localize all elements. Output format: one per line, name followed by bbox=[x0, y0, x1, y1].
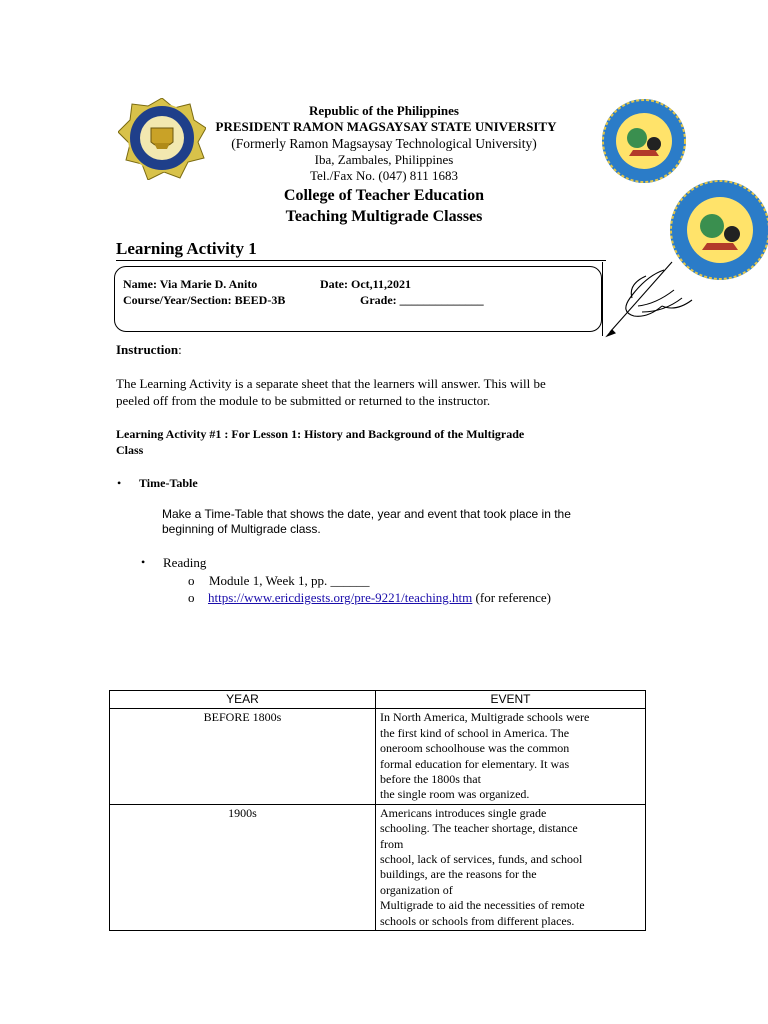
event-line: oneroom schoolhouse was the common bbox=[380, 741, 570, 756]
timetable-desc-line1: Make a Time-Table that shows the date, year and event that took place in the bbox=[162, 507, 571, 521]
college-title: College of Teacher Education bbox=[283, 187, 485, 204]
reference-line bbox=[208, 589, 551, 606]
module-reference: Module 1, Week 1, pp. ______ bbox=[209, 573, 370, 588]
university-name: PRESIDENT RAMON MAGSAYSAY STATE UNIVERSITY bbox=[215, 119, 557, 134]
instruction-body-line1: The Learning Activity is a separate sheet that the learners will answer. This will be bbox=[116, 376, 546, 391]
event-cell bbox=[376, 804, 646, 930]
timetable-bullet: Time-Table bbox=[139, 476, 198, 490]
event-line: schools or schools from different places. bbox=[380, 913, 575, 928]
year-cell: BEFORE 1800s bbox=[110, 709, 376, 804]
event-line: buildings, are the reasons for the bbox=[380, 867, 537, 882]
year-cell: 1900s bbox=[110, 804, 376, 930]
sub-bullet-icon: o bbox=[188, 590, 195, 605]
reference-link[interactable]: https://www.ericdigests.org/pre-9221/teaching.htm bbox=[208, 590, 473, 605]
course-section: Course/Year/Section: BEED-3B bbox=[123, 293, 286, 307]
hand-writing-illustration bbox=[602, 240, 702, 340]
event-line: school, lack of services, funds, and school bbox=[380, 852, 583, 867]
reading-bullet: Reading bbox=[163, 555, 207, 570]
event-line: before the 1800s that bbox=[380, 772, 481, 787]
bullet-icon: • bbox=[117, 476, 122, 490]
address-line: Iba, Zambales, Philippines bbox=[314, 152, 454, 167]
instruction-heading: Instruction: bbox=[116, 342, 182, 357]
timetable bbox=[109, 690, 646, 931]
title-divider bbox=[116, 260, 606, 261]
column-header-year: YEAR bbox=[110, 691, 376, 709]
student-name: Name: Via Marie D. Anito bbox=[123, 277, 258, 291]
table-row bbox=[110, 709, 646, 804]
activity-heading-line2: Class bbox=[116, 443, 144, 457]
table-row bbox=[110, 804, 646, 930]
event-line: Multigrade to aid the necessities of remote bbox=[380, 898, 585, 913]
sub-bullet-icon: o bbox=[188, 573, 195, 588]
grade-field: Grade: ______________ bbox=[360, 293, 484, 307]
bullet-icon: • bbox=[141, 555, 146, 569]
activity-heading-line1: Learning Activity #1 : For Lesson 1: History and Background of the Multigrade bbox=[116, 427, 525, 441]
right-divider bbox=[602, 262, 603, 336]
event-line: Americans introduces single grade bbox=[380, 805, 547, 820]
instruction-body-line2: peeled off from the module to be submitted or returned to the instructor. bbox=[116, 393, 491, 408]
activity-date: Date: Oct,11,2021 bbox=[320, 277, 411, 291]
former-name: (Formerly Ramon Magsaysay Technological University) bbox=[231, 136, 537, 151]
event-line: In North America, Multigrade schools were bbox=[380, 710, 590, 725]
timetable-desc-line2: beginning of Multigrade class. bbox=[162, 522, 321, 536]
republic-line: Republic of the Philippines bbox=[309, 103, 459, 118]
event-line: schooling. The teacher shortage, distance bbox=[380, 821, 578, 836]
reference-note: (for reference) bbox=[475, 590, 551, 605]
course-title: Teaching Multigrade Classes bbox=[285, 208, 483, 225]
event-line: from bbox=[380, 836, 404, 851]
table-header-row bbox=[110, 691, 646, 709]
event-line: formal education for elementary. It was bbox=[380, 756, 570, 771]
telephone-line: Tel./Fax No. (047) 811 1683 bbox=[309, 168, 459, 183]
event-line: the single room was organized. bbox=[380, 787, 530, 802]
event-line: the first kind of school in America. The bbox=[380, 725, 570, 740]
event-line: organization of bbox=[380, 882, 453, 897]
column-header-event: EVENT bbox=[376, 691, 646, 709]
activity-title: Learning Activity 1 bbox=[116, 239, 257, 258]
event-cell bbox=[376, 709, 646, 804]
